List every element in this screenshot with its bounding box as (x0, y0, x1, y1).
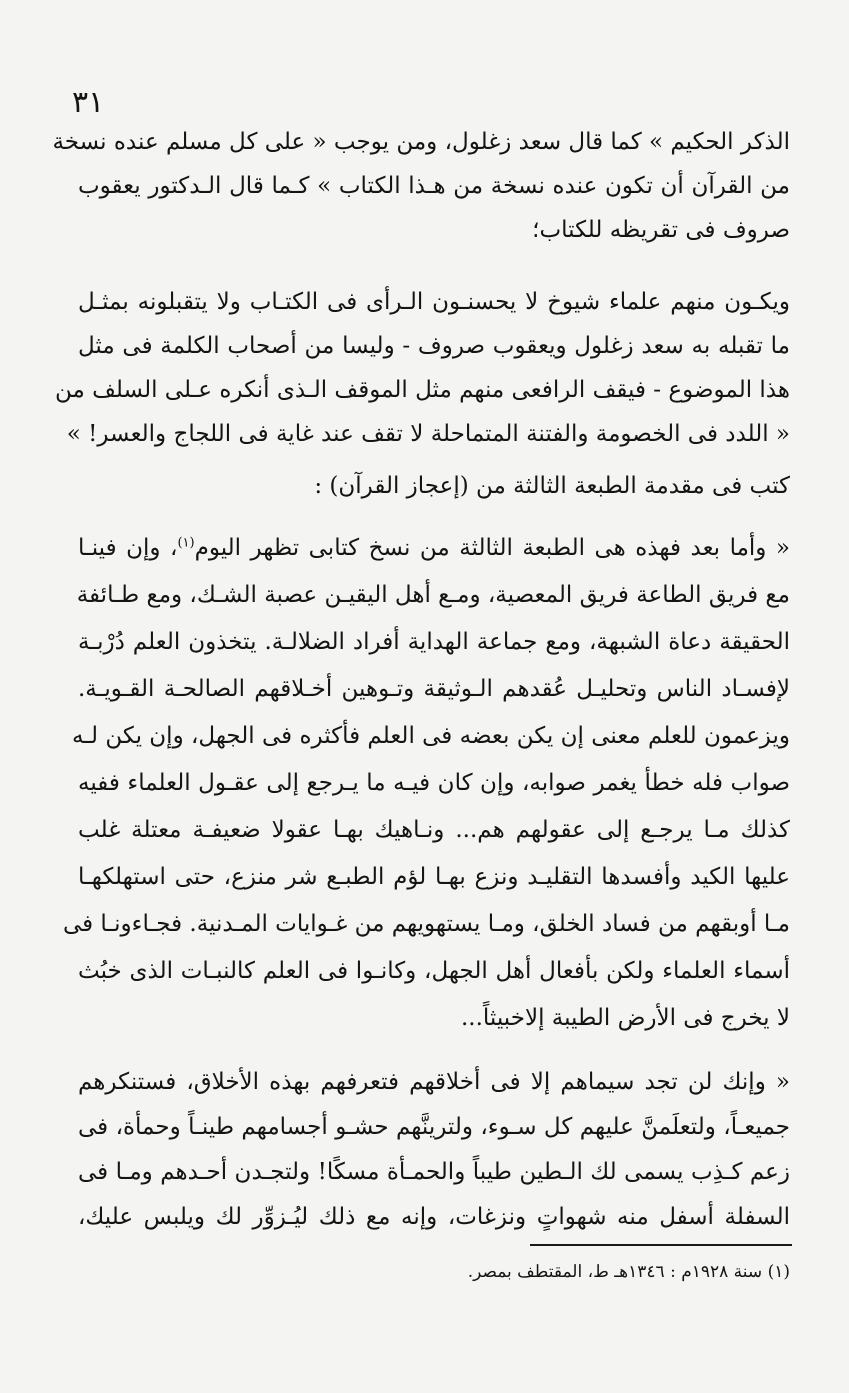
paragraph-5 (78, 1060, 790, 1240)
text-line: لا يخرج فى الأرض الطيبة إلاخبيثاً... (460, 1005, 790, 1031)
text-line: هذا الموضوع - فيقف الرافعى منهم مثل الموقف الـذى أنكره عـلى السلف من (54, 377, 790, 403)
paragraph-3 (78, 466, 790, 506)
text-line: « وإنك لن تجد سيماهم إلا فى أخلاقهم فتعرفهم بهذه الأخلاق، فستنكرهم (78, 1069, 790, 1095)
text-line: مـا أوبقهم من فساد الخلق، ومـا يستهويهم من غـوايات المـدنية. فجـاءونـا فى (62, 911, 790, 937)
text-line: ويكـون منهم علماء شيوخ لا يحسنـون الـرأى فى الكتـاب ولا يتقبلونه بمثـل (78, 289, 790, 315)
footnote: (١) سنة ١٩٢٨م : ١٣٤٦هـ ط، المقتطف بمصر. (467, 1262, 790, 1282)
footnote-divider (530, 1244, 792, 1246)
text-line: أسماء العلماء ولكن بأفعال أهل الجهل، وكانـوا فى العلم كالنبـات الذى خبُث (78, 958, 790, 984)
text-line: كتب فى مقدمة الطبعة الثالثة من (إعجاز القرآن) : (314, 473, 790, 499)
text-line: الحقيقة دعاة الشبهة، ومع جماعة الهداية أفراد الضلالـة. يتخذون العلم دُرْبـة (78, 629, 790, 655)
paragraph-1 (52, 120, 790, 252)
text-line (78, 525, 790, 572)
text-line: عليها الكيد وأفسدها التقليـد ونزع بهـا لؤم الطبـع شر منزع، حتى استهلكهـا (78, 864, 790, 890)
text-line: « اللدد فى الخصومة والفتنة المتماحلة لا تقف عند غاية فى اللجاج والعسر! » (66, 421, 790, 447)
footnote-marker[interactable]: (١) (177, 535, 195, 551)
text-line: جميعـاً، ولتعلَمنَّ عليهم كل سـوء، ولترينَّهم حشـو أجسامهم طينـاً وحمأة، فى (78, 1114, 790, 1140)
text-line: صواب فله خطأ يغمر صوابه، وإن كان فيـه ما يـرجع إلى عقـول العلماء ففيه (78, 770, 790, 796)
text-line: ويزعمون للعلم معنى إن يكن بعضه فى العلم فأكثره فى الجهل، وإن يكن لـه (71, 723, 790, 749)
page-number: ٣١ (72, 85, 105, 120)
text-line: لإفسـاد الناس وتحليـل عُقدهم الـوثيقة وتـوهين أخـلاقهم الصالحـة القـويـة. (78, 676, 790, 702)
quote-text: « وأما بعد فهذه هى الطبعة الثالثة من نسخ كتابى تظهر اليوم (194, 535, 790, 561)
text-line: السفلة أسفل منه شهواتٍ ونزغات، وإنه مع ذلك ليُـزوِّر لك ويلبس عليك، (78, 1204, 790, 1230)
quote-paragraph (62, 525, 790, 1042)
quote-text-tail: ، وإن فينـا (78, 535, 178, 561)
text-line: صروف فى تقريظه للكتاب؛ (532, 217, 790, 243)
text-line: من القرآن أن تكون عنده نسخة من هـذا الكتاب » كـما قال الـدكتور يعقوب (78, 173, 790, 199)
text-line: الذكر الحكيم » كما قال سعد زغلول، ومن يوجب « على كل مسلم عنده نسخة (52, 129, 790, 155)
text-line: زعم كـذِب يسمى لك الـطين طيباً والحمـأة مسكًا! ولتجـدن أحـدهم ومـا فى (78, 1159, 790, 1185)
text-line: ما تقبله به سعد زغلول ويعقوب صروف - وليسا من أصحاب الكلمة فى مثل (78, 333, 790, 359)
text-line: كذلك مـا يرجـع إلى عقولهم هم... ونـاهيك بهـا عقولا ضعيفـة معتلة غلب (78, 817, 790, 843)
paragraph-2 (54, 280, 790, 456)
text-line: مع فريق الطاعة فريق المعصية، ومـع أهل اليقيـن عصبة الشـك، ومع طـائفة (76, 582, 790, 608)
